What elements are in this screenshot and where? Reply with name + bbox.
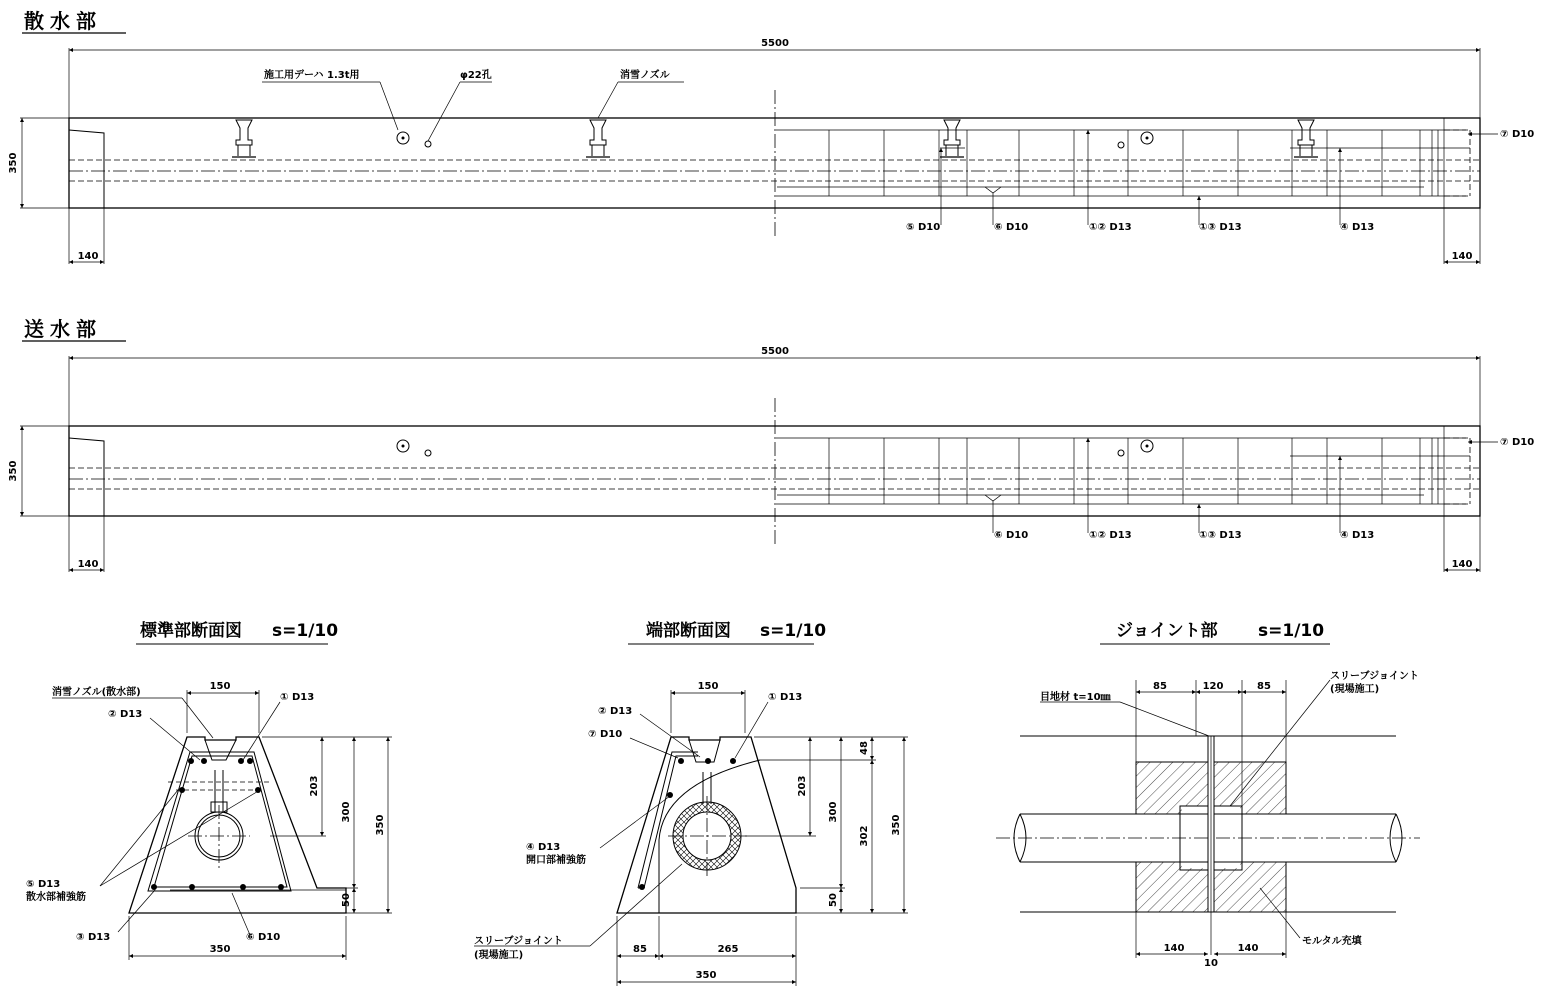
sousui-label-r4: ④ D13 bbox=[1340, 530, 1375, 541]
sansui-label-r6: ⑥ D10 bbox=[994, 222, 1029, 233]
nozzle-symbol bbox=[232, 120, 256, 157]
end-section-title: 端部断面図 bbox=[646, 621, 731, 641]
joint-label-mortar: モルタル充填 bbox=[1302, 936, 1362, 947]
sousui-title: 送水部 bbox=[24, 317, 102, 341]
end-h300: 300 bbox=[828, 801, 839, 823]
end-label-r1: ① D13 bbox=[768, 692, 803, 703]
sansui-elevation bbox=[8, 9, 1534, 264]
end-h350: 350 bbox=[891, 814, 902, 836]
joint-label-sleeve-a: スリーブジョイント bbox=[1330, 671, 1419, 682]
hole-icon bbox=[425, 141, 431, 147]
sansui-overall-dim: 5500 bbox=[761, 38, 789, 49]
end-label-sleeve-b: (現場施工) bbox=[474, 950, 524, 961]
std-bottom-width: 350 bbox=[209, 944, 231, 955]
sousui-label-r7: ⑦ D10 bbox=[1500, 437, 1535, 448]
end-label-r4b: 開口部補強筋 bbox=[526, 855, 586, 866]
end-w350: 350 bbox=[695, 970, 717, 981]
sansui-end-right-dim: 140 bbox=[1451, 251, 1473, 262]
joint-scale: s=1/10 bbox=[1258, 621, 1325, 641]
sousui-label-r13: ①③ D13 bbox=[1199, 530, 1242, 541]
sousui-end-left-dim: 140 bbox=[77, 559, 99, 570]
std-section-title: 標準部断面図 bbox=[140, 621, 242, 641]
sousui-end-right-dim: 140 bbox=[1451, 559, 1473, 570]
sousui-label-r6: ⑥ D10 bbox=[994, 530, 1029, 541]
sansui-label-r13: ①③ D13 bbox=[1199, 222, 1242, 233]
sansui-label-nozzle: 消雪ノズル bbox=[620, 70, 670, 81]
end-section-scale: s=1/10 bbox=[760, 621, 827, 641]
nozzle-symbol bbox=[586, 120, 610, 157]
hole-icon bbox=[1118, 142, 1124, 148]
std-label-r5a: ⑤ D13 bbox=[26, 879, 61, 890]
sansui-label-r12: ①② D13 bbox=[1089, 222, 1132, 233]
end-w85: 85 bbox=[633, 944, 647, 955]
std-label-nozzle: 消雪ノズル(散水部) bbox=[52, 687, 141, 698]
std-top-width: 150 bbox=[209, 681, 231, 692]
sansui-label-r7: ⑦ D10 bbox=[1500, 129, 1535, 140]
sansui-label-r5: ⑤ D10 bbox=[906, 222, 941, 233]
std-h350: 350 bbox=[375, 814, 386, 836]
sansui-label-tapper: 施工用デーハ 1.3t用 bbox=[264, 70, 360, 81]
end-h50: 50 bbox=[828, 893, 839, 907]
std-section-scale: s=1/10 bbox=[272, 621, 339, 641]
std-label-r1: ① D13 bbox=[280, 692, 315, 703]
standard-section bbox=[26, 620, 392, 960]
joint-label-sleeve-b: (現場施工) bbox=[1330, 684, 1380, 695]
std-h50: 50 bbox=[341, 893, 352, 907]
end-top-width: 150 bbox=[697, 681, 719, 692]
end-w265: 265 bbox=[717, 944, 739, 955]
sousui-overall-dim: 5500 bbox=[761, 346, 789, 357]
std-h300: 300 bbox=[341, 801, 352, 823]
std-label-r6: ⑥ D10 bbox=[246, 932, 281, 943]
sansui-end-left-dim: 140 bbox=[77, 251, 99, 262]
joint-w85b: 85 bbox=[1257, 681, 1271, 692]
joint-w140a: 140 bbox=[1163, 943, 1185, 954]
nozzle-symbol bbox=[940, 120, 964, 157]
std-h203: 203 bbox=[309, 775, 320, 797]
joint-title: ジョイント部 bbox=[1116, 621, 1218, 641]
joint-w140b: 140 bbox=[1237, 943, 1259, 954]
sousui-label-r12: ①② D13 bbox=[1089, 530, 1132, 541]
end-h302: 302 bbox=[859, 825, 870, 847]
end-h48: 48 bbox=[859, 741, 870, 755]
std-label-r3: ③ D13 bbox=[76, 932, 111, 943]
joint-section bbox=[996, 620, 1420, 969]
joint-w85a: 85 bbox=[1153, 681, 1167, 692]
nozzle-symbol bbox=[1294, 120, 1318, 157]
hole-icon bbox=[425, 450, 431, 456]
end-label-sleeve-a: スリーブジョイント bbox=[474, 936, 563, 947]
sansui-label-hole: φ22孔 bbox=[460, 70, 492, 81]
sansui-height-dim: 350 bbox=[8, 152, 19, 174]
std-label-r2: ② D13 bbox=[108, 709, 143, 720]
end-label-r2: ② D13 bbox=[598, 706, 633, 717]
end-section bbox=[474, 620, 908, 986]
end-h203: 203 bbox=[797, 775, 808, 797]
std-label-r5b: 散水部補強筋 bbox=[26, 892, 86, 903]
sansui-label-r4: ④ D13 bbox=[1340, 222, 1375, 233]
joint-w10: 10 bbox=[1204, 958, 1218, 969]
joint-w120: 120 bbox=[1202, 681, 1224, 692]
sansui-title: 散水部 bbox=[24, 9, 102, 33]
sousui-elevation bbox=[8, 317, 1534, 572]
sousui-height-dim: 350 bbox=[8, 460, 19, 482]
end-label-r7: ⑦ D10 bbox=[588, 729, 623, 740]
end-label-r4a: ④ D13 bbox=[526, 842, 561, 853]
hole-icon bbox=[1118, 450, 1124, 456]
joint-label-filler: 目地材 t=10㎜ bbox=[1040, 692, 1111, 703]
